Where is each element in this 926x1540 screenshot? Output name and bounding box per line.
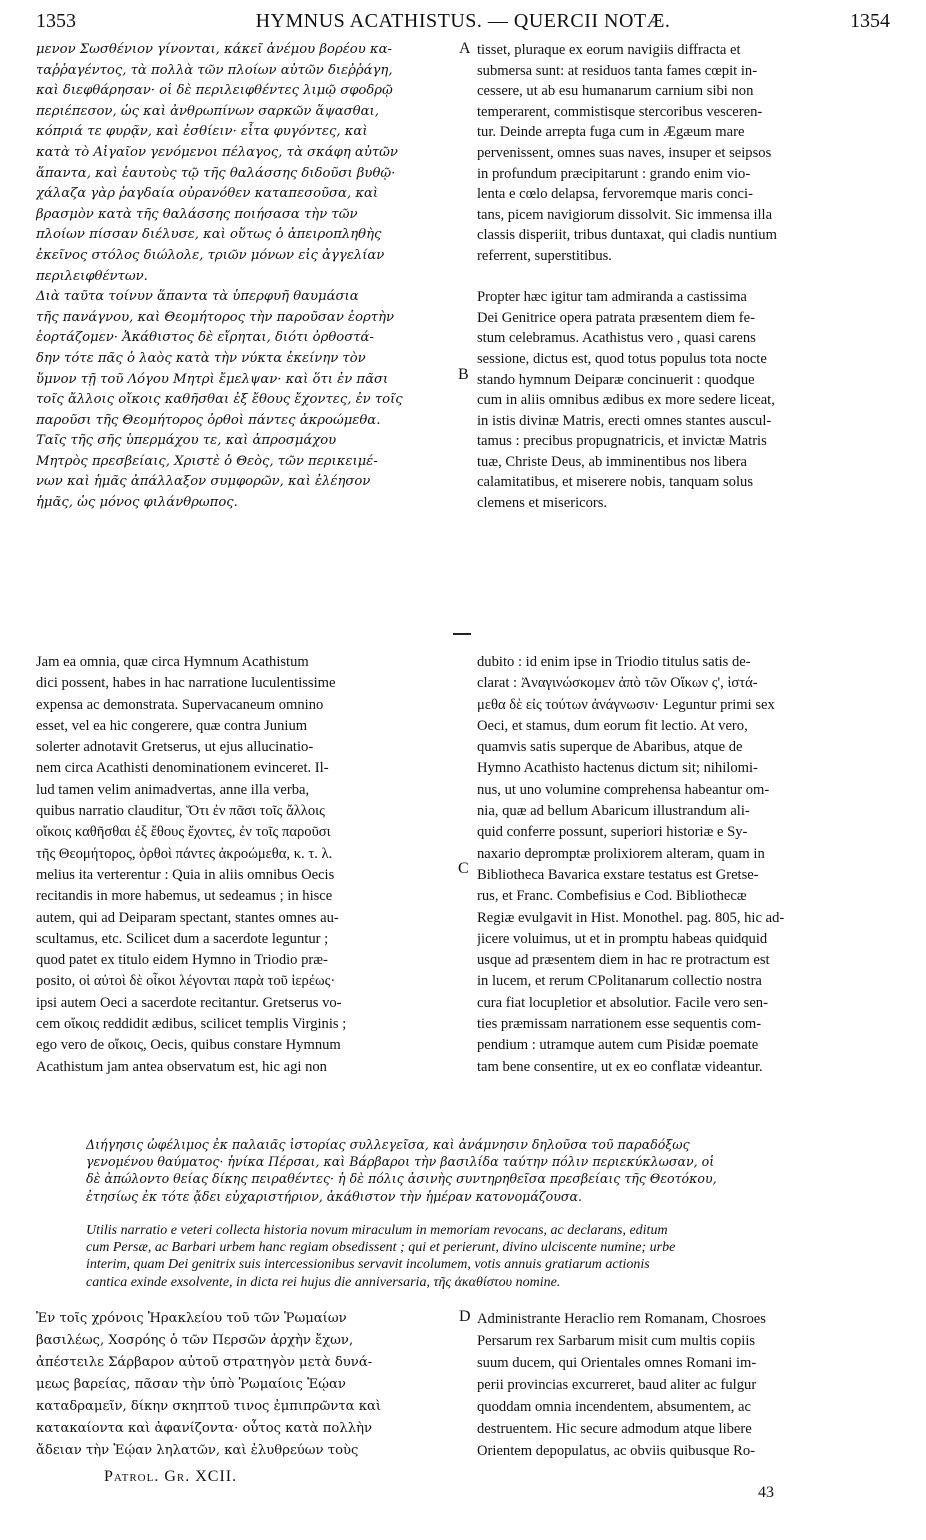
text-line: tam bene consentire, ut ex eo conflatæ videantur. bbox=[477, 1058, 763, 1075]
text-line: tur. Deinde arrepta fuga cum in Ægæum mare bbox=[477, 124, 745, 141]
text-line: ἀπέστειλε Σάρβαρον αὐτοῦ στρατηγὸν μετὰ δυνά- bbox=[36, 1355, 373, 1370]
text-line: jicere voluimus, ut et in promptu habeas quidquid bbox=[477, 930, 768, 947]
text-line: tisset, pluraque ex eorum navigiis diffracta et bbox=[477, 42, 741, 58]
text-line: Oeci, et stamus, dum eorum fit lectio. At vero, bbox=[477, 717, 748, 734]
text-line: stum celebramus. Acathistus vero , quasi carens bbox=[477, 330, 756, 347]
text-line: ἐτησίως ἐκ τότε ᾄδει εὐχαριστήριον, ἀκάθιστον τὴν ἡμέραν κατονομάζουσα. bbox=[86, 1188, 583, 1204]
text-line: naxario depromptæ prolixiorem alteram, quam in bbox=[477, 845, 765, 862]
text-line: ταῤῥαγέντος, τὰ πολλὰ τῶν πλοίων αὐτῶν διεῤῥάγη, bbox=[36, 62, 393, 78]
text-line: in istis divinæ Matris, erecti omnes stantes auscul- bbox=[477, 412, 772, 429]
text-line: μεως βαρείας, πᾶσαν τὴν ὑπὸ Ῥωμαίοις Ἑῴαν bbox=[36, 1377, 346, 1392]
text-line: referrent, superstitibus. bbox=[477, 247, 612, 264]
section-separator bbox=[453, 633, 471, 635]
text-line: Persarum rex Sarbarum misit cum multis copiis bbox=[477, 1333, 756, 1349]
text-line: pendium : utramque autem cum Pisidæ poemate bbox=[477, 1037, 759, 1054]
text-line: classis disperiit, tribus duntaxat, qui cladis nuntium bbox=[477, 227, 777, 244]
margin-marker-c: C bbox=[458, 860, 469, 877]
text-line: δην τότε πᾶς ὁ λαὸς κατὰ τὴν νύκτα ἐκείνην τὸν bbox=[36, 350, 366, 366]
text-line: lud tamen velim animadvertas, anne illa verba, bbox=[36, 781, 310, 798]
footer-sheet-number: 43 bbox=[758, 1484, 774, 1501]
text-line: ὕμνον τῇ τοῦ Λόγου Μητρὶ ἔμελψαν· καὶ ὅτι ἐν πᾶσι bbox=[36, 371, 389, 387]
text-line: οἴκοις καθῆσθαι ἐξ ἔθους ἔχοντες, ἐν τοῖς παροῦσι bbox=[36, 824, 331, 841]
text-line: scultamus, etc. Scilicet dum a sacerdote leguntur ; bbox=[36, 930, 329, 947]
text-line: recitandis in more habemus, ut sedeamus ; in hisce bbox=[36, 888, 333, 905]
text-line: τῆς Θεομήτορος, ὀρθοὶ πάντες ἀκροώμεθα, κ. τ. λ. bbox=[36, 845, 333, 862]
margin-marker-a: A bbox=[459, 40, 471, 57]
text-line: submersa sunt: at residuos tanta fames cœpit in- bbox=[477, 62, 758, 79]
text-line: γενομένου θαύματος· ἡνίκα Πέρσαι, καὶ Βάρβαροι τὴν βασιλίδα ταύτην πόλιν περιεκύκλωσαν, οἱ bbox=[86, 1154, 715, 1170]
text-line: ἅπαντα, καὶ ἑαυτοὺς τῷ τῆς θαλάσσης διδοῦσι βυθῷ· bbox=[36, 165, 396, 181]
text-line: ἄδειαν τὴν Ἑῴαν ληλατῶν, καὶ ἐλυθρεύων τοὺς bbox=[36, 1443, 359, 1458]
running-header bbox=[36, 10, 890, 36]
text-line: Διὰ ταῦτα τοίνυν ἅπαντα τὰ ὑπερφυῆ θαυμάσια bbox=[36, 289, 359, 305]
page-number-left: 1353 bbox=[36, 10, 76, 32]
text-line: quamvis satis superque de Abaribus, atque de bbox=[477, 739, 743, 756]
text-line: expensa ac demonstrata. Supervacaneum omnino bbox=[36, 696, 324, 713]
text-line: interim, quam Dei genitrix suis intercessionibus servavit incolumem, votis annuis gratiarum actionis bbox=[86, 1257, 650, 1273]
text-line: μενον Σωσθένιον γίνονται, κάκεῖ ἀνέμου βορέου κα- bbox=[36, 42, 392, 57]
text-line: νων καὶ ἡμᾶς ἀπάλλαξον συμφορῶν, καὶ ἐλέησον bbox=[36, 474, 371, 490]
text-line: cum in aliis omnibus ædibus ex more sedere liceat, bbox=[477, 392, 775, 409]
bottom-left-column bbox=[36, 1308, 461, 1462]
text-line: quibus narratio clauditur, Ὅτι ἐν πᾶσι τοῖς ἄλλοις bbox=[36, 803, 325, 820]
text-line: βασιλέως, Χοσρόης ὁ τῶν Περσῶν ἀρχὴν ἔχων, bbox=[36, 1333, 354, 1348]
top-right-column bbox=[477, 40, 891, 514]
text-line: Acathistum jam antea observatum est, hic agi non bbox=[36, 1058, 327, 1075]
margin-marker-b: B bbox=[458, 366, 469, 383]
text-line: καὶ διεφθάρησαν· οἱ δὲ περιλειφθέντες λιμῷ σφοδρῷ bbox=[36, 83, 393, 99]
text-line: περιλειφθέντων. bbox=[36, 268, 148, 284]
text-line: ἐκεῖνος στόλος διώλολε, τριῶν μόνων εἰς ἀγγελίαν bbox=[36, 247, 385, 263]
latin-section-title bbox=[86, 1222, 892, 1291]
bottom-right-column bbox=[477, 1308, 891, 1462]
text-line: ἡμᾶς, ὡς μόνος φιλάνθρωπος. bbox=[36, 495, 238, 511]
text-line: βρασμὸν κατὰ τῆς θαλάσσης ποιήσασα τὴν τῶν bbox=[36, 206, 358, 222]
text-line: Μητρὸς πρεσβείαις, Χριστὲ ὁ Θεὸς, τῶν περικειμέ- bbox=[36, 453, 378, 469]
text-line: cessere, ut ab esu humanarum carnium sibi non bbox=[477, 83, 754, 100]
margin-marker-d: D bbox=[459, 1308, 471, 1325]
text-line: dici possent, habes in hac narratione luculentissime bbox=[36, 675, 336, 692]
text-line: τῆς πανάγνου, καὶ Θεομήτορος τὴν παροῦσαν ἑορτὴν bbox=[36, 309, 395, 325]
text-line: esset, vel ea hic congerere, quæ contra Junium bbox=[36, 717, 308, 734]
text-line: cum Persæ, ac Barbari urbem hanc regiam obsedissent ; qui et perierunt, divino ulciscente numine; urbe bbox=[86, 1240, 676, 1256]
text-line: ἑορτάζομεν· Ἀκάθιστος δὲ εἴρηται, διότι ὀρθοστά- bbox=[36, 330, 374, 346]
text-line: rus, et Franc. Combefisius e Cod. Bibliothecæ bbox=[477, 888, 747, 905]
text-line: Administrante Heraclio rem Romanam, Chosroes bbox=[477, 1311, 766, 1327]
text-line: περιέπεσον, ὡς καὶ ἀνθρωπίνων σαρκῶν ἅψασθαι, bbox=[36, 103, 379, 119]
text-line: παροῦσι τῆς Θεομήτορος ὀρθοὶ πάντες ἀκροώμεθα. bbox=[36, 412, 381, 428]
text-line: clarat : Ἀναγινώσκομεν ἀπὸ τῶν Οἴκων ς', ἱστά- bbox=[477, 675, 758, 692]
text-line: posito, οἱ αὐτοὶ δὲ οἶκοι λέγονται παρὰ τοῦ ἱερέως· bbox=[36, 973, 336, 990]
text-line: clemens et misericors. bbox=[477, 495, 608, 512]
text-line: Utilis narratio e veteri collecta historia novum miraculum in memoriam revocans, ac declarans, editum bbox=[86, 1223, 668, 1238]
text-line: calamitatibus, et miserere nobis, tanquam solus bbox=[477, 474, 753, 491]
text-line: κόπριά τε φυρᾷν, καὶ ἐσθίειν· εἶτα φυγόντες, καὶ bbox=[36, 124, 368, 140]
text-line: dubito : id enim ipse in Triodio titulus satis de- bbox=[477, 654, 751, 670]
text-line: cem οἴκοις reddidit ædibus, scilicet templis Virginis ; bbox=[36, 1016, 347, 1033]
text-line: Propter hæc igitur tam admiranda a castissima bbox=[477, 289, 747, 306]
running-title: HYMNUS ACATHISTUS. — QUERCII NOTÆ. bbox=[255, 10, 671, 32]
text-line: Bibliotheca Bavarica exstare testatus est Gretse- bbox=[477, 866, 759, 883]
text-line: perii provincias excurreret, baud aliter ac fulgur bbox=[477, 1377, 757, 1393]
text-line: quid conferre possunt, superiori historiæ e Sy- bbox=[477, 824, 748, 841]
text-line: nia, quæ ad bellum Abaricum illustrandum ali- bbox=[477, 803, 750, 820]
text-line: in profundum præcipitarunt : grando enim vio- bbox=[477, 165, 751, 182]
text-line: temperarent, commistisque stercoribus vesceren- bbox=[477, 103, 763, 120]
text-line: τοῖς ἄλλοις οἴκοις καθῆσθαι ἐξ ἔθους ἔχοντες, ἐν τοῖς bbox=[36, 392, 403, 408]
text-line: tamus : precibus propugnatricis, et invictæ Matris bbox=[477, 433, 767, 450]
text-line: nus, ut uno volumine comprehensa habeantur om- bbox=[477, 781, 770, 798]
text-line: destruentem. Hic secure admodum atque libere bbox=[477, 1421, 752, 1437]
text-line: δὲ ἀπώλοντο θείας δίκης πειραθέντες· ἡ δὲ πόλις ἀσινὴς συντηρηθεῖσα πρεσβείαις τῆς Θεοτόκου, bbox=[86, 1171, 717, 1187]
text-line: melius ita verterentur : Quia in aliis omnibus Oecis bbox=[36, 866, 335, 883]
page-number-right: 1354 bbox=[850, 10, 890, 32]
text-line: ego vero de οἴκοις, Oecis, quibus constare Hymnum bbox=[36, 1037, 341, 1054]
greek-section-title bbox=[86, 1136, 892, 1205]
text-line: Διήγησις ὠφέλιμος ἐκ παλαιᾶς ἱστορίας συλλεγεῖσα, καὶ ἀνάμνησιν δηλοῦσα τοῦ παραδόξως bbox=[86, 1137, 690, 1152]
text-line: stando hymnum Deiparæ concinuerit : quodque bbox=[477, 371, 755, 388]
text-line: tans, picem navigiorum dissolvit. Sic immensa illa bbox=[477, 206, 773, 223]
text-line: quod patet ex titulo eidem Hymno in Triodio præ- bbox=[36, 952, 328, 969]
text-line: Hymno Acathisto hactenus dictum sit; nihilomi- bbox=[477, 760, 758, 777]
text-line: nem circa Acathisti denominationem evinceret. Il- bbox=[36, 760, 329, 777]
text-line: usque ad præsentem diem in hac re protractum est bbox=[477, 952, 770, 969]
text-line: ipsi autem Oeci a sacerdote recitantur. Gretserus vo- bbox=[36, 994, 342, 1011]
text-line: cantica exinde exsolvente, in dicta rei hujus die anniversaria, τῆς ἀκαθίστου nomine. bbox=[86, 1274, 561, 1290]
text-line: cura fiat locupletior et absolutior. Facile vero sen- bbox=[477, 994, 768, 1011]
text-line: πλοίων πίσσαν διέλυσε, καὶ οὕτως ὁ ἀπειροπληθὴς bbox=[36, 227, 382, 243]
text-line: quoddam omnia incendentem, absumentem, ac bbox=[477, 1399, 751, 1415]
text-line: solerter adnotavit Gretserus, ut ejus allucinatio- bbox=[36, 739, 314, 756]
top-left-column bbox=[36, 40, 461, 514]
footer-signature: Patrol. Gr. XCII. bbox=[104, 1468, 238, 1485]
text-line: Ἐν τοῖς χρόνοις Ἡρακλείου τοῦ τῶν Ῥωμαίων bbox=[36, 1311, 347, 1326]
text-line: sessione, dictus est, quod totus populus tota nocte bbox=[477, 350, 767, 367]
text-line: ties præmissam narrationem esse sequentis com- bbox=[477, 1016, 762, 1033]
text-line: μεθα δὲ εἰς τούτων ἀνάγνωσιν· Leguntur primi sex bbox=[477, 696, 775, 713]
text-line: κατακαίοντα καὶ ἀφανίζοντα· οὗτος κατὰ πολλὴν bbox=[36, 1421, 372, 1436]
text-line: Dei Genitrice opera patrata præsentem diem fe- bbox=[477, 309, 755, 326]
middle-left-column bbox=[36, 652, 461, 1078]
text-line: χάλαζα γὰρ ῥαγδαία οὐρανόθεν καταπεσοῦσα, καὶ bbox=[36, 186, 379, 202]
text-line: lenta e cœlo delapsa, fervoremque maris conci- bbox=[477, 186, 753, 203]
text-line: pervenissent, omnes suas naves, insuper et seipsos bbox=[477, 144, 772, 161]
text-line: Ταῖς τῆς σῆς ὑπερμάχου τε, καὶ ἀπροσμάχου bbox=[36, 433, 337, 449]
text-line bbox=[477, 267, 891, 288]
text-line: Orientem depopulatus, ac obviis quibusque Ro- bbox=[477, 1443, 756, 1459]
text-line: κατὰ τὸ Αἰγαῖον γενόμενοι πέλαγος, τὰ σκάφη αὐτῶν bbox=[36, 144, 398, 160]
text-line: Jam ea omnia, quæ circa Hymnum Acathistum bbox=[36, 654, 309, 670]
text-line: Regiæ evulgavit in Hist. Monothel. pag. 805, hic ad- bbox=[477, 909, 785, 926]
text-line: tuæ, Christe Deus, ab imminentibus nos libera bbox=[477, 453, 747, 470]
text-line: in lucem, et rerum CPolitanarum collectio nostra bbox=[477, 973, 762, 990]
text-line: suum ducem, qui Orientales omnes Romani im- bbox=[477, 1355, 757, 1371]
text-line: autem, qui ad Deiparam spectant, stantes omnes au- bbox=[36, 909, 339, 926]
middle-right-column bbox=[477, 652, 891, 1078]
text-line: καταδραμεῖν, δίκην σκηπτοῦ τινος ἐμπιπρῶντα καὶ bbox=[36, 1399, 382, 1414]
